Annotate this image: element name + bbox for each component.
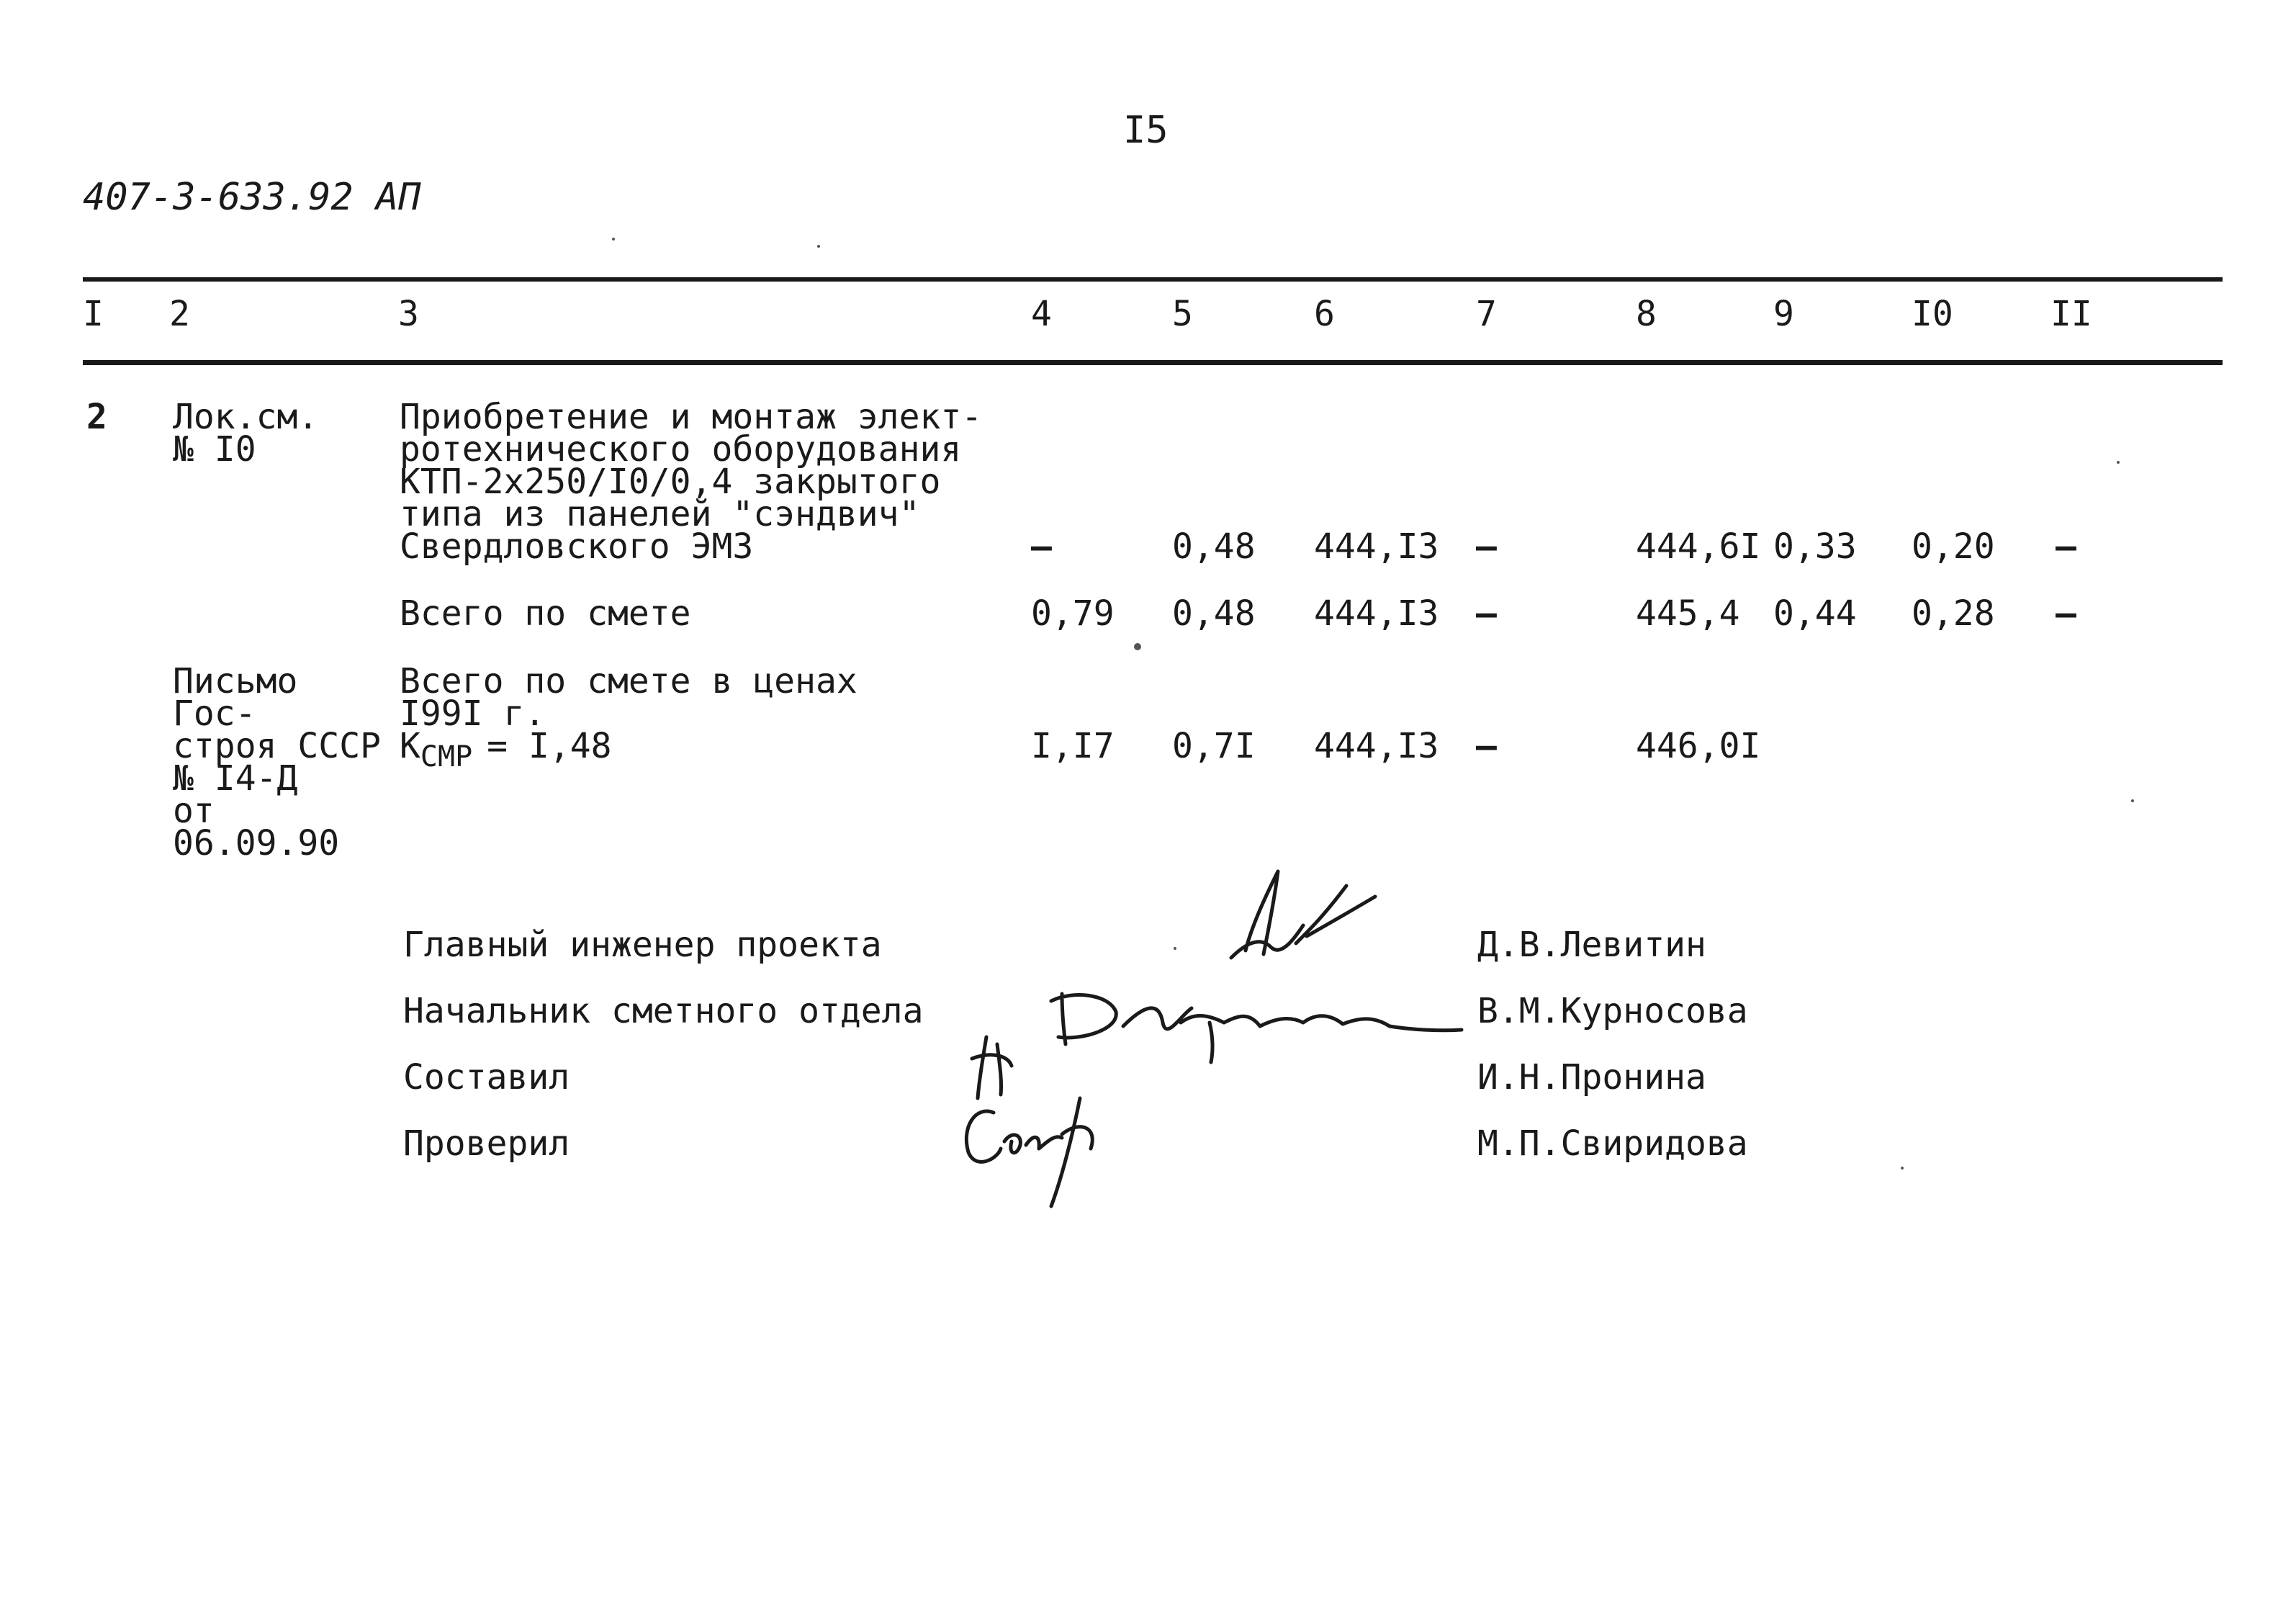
- row-number: 2: [86, 397, 107, 437]
- cell-col9: 0,44: [1773, 593, 1857, 634]
- coefficient-formula: [400, 726, 612, 773]
- signature-role: Проверил: [403, 1123, 570, 1164]
- row-name-line: Приобретение и монтаж элект-: [400, 397, 983, 437]
- cell-col10: 0,28: [1912, 593, 1995, 634]
- cell-col4: 0,79: [1031, 593, 1115, 634]
- column-header-9: 9: [1773, 294, 1794, 334]
- handwritten-signature-sviridova: [954, 1091, 1127, 1213]
- column-header-11: II: [2050, 294, 2092, 334]
- cell-col8: 445,4: [1636, 593, 1740, 634]
- row-basis-line: строя СССР: [173, 726, 381, 766]
- signature-name: В.М.Курносова: [1477, 991, 1748, 1031]
- row-name-line: Свердловского ЭМЗ: [400, 526, 754, 567]
- cell-col8: 444,6I: [1636, 526, 1761, 567]
- cell-col7: –: [1476, 593, 1497, 634]
- column-header-5: 5: [1172, 294, 1193, 334]
- cell-col4: –: [1031, 526, 1052, 567]
- row-basis-line: Лок.см.: [173, 397, 319, 437]
- row-basis-line: Письмо: [173, 661, 298, 701]
- signature-name: М.П.Свиридова: [1477, 1123, 1748, 1164]
- cell-col7: –: [1476, 526, 1497, 567]
- scan-speck: [1174, 947, 1176, 950]
- signature-role: Начальник сметного отдела: [403, 991, 924, 1031]
- document-code: 407-3-633.92 АП: [83, 176, 421, 219]
- column-header-3: 3: [398, 294, 419, 334]
- cell-col8: 446,0I: [1636, 726, 1761, 766]
- cell-col5: 0,48: [1172, 593, 1256, 634]
- handwritten-signature-levitin: [1202, 857, 1390, 979]
- coefficient-symbol: К: [400, 726, 420, 766]
- scan-speck: [1901, 1167, 1904, 1170]
- row-name: Всего по смете: [400, 593, 691, 634]
- page-number: I5: [1123, 109, 1169, 152]
- cell-col6: 444,I3: [1314, 526, 1439, 567]
- cell-col4: I,I7: [1031, 726, 1115, 766]
- column-header-7: 7: [1476, 294, 1497, 334]
- row-name-line: Всего по смете в ценах: [400, 661, 857, 701]
- signature-name: И.Н.Пронина: [1477, 1057, 1706, 1097]
- row-name-line: I99I г.: [400, 693, 546, 734]
- column-header-1: I: [83, 294, 104, 334]
- coefficient-subscript: СМР: [420, 740, 473, 773]
- row-basis-line: Гос-: [173, 693, 256, 734]
- column-header-2: 2: [169, 294, 190, 334]
- row-basis-line: № I0: [173, 429, 256, 470]
- handwritten-signature-kurnosova: [1008, 972, 1469, 1073]
- signature-role: Составил: [403, 1057, 570, 1097]
- row-name-line: типа из панелей "сэндвич": [400, 494, 920, 534]
- cell-col10: 0,20: [1912, 526, 1995, 567]
- row-basis-line: от: [173, 791, 215, 831]
- cell-col5: 0,48: [1172, 526, 1256, 567]
- row-basis-line: № I4-Д: [173, 758, 298, 799]
- cell-col11: –: [2056, 593, 2076, 634]
- row-basis-line: 06.09.90: [173, 823, 340, 863]
- scan-speck: [817, 245, 820, 248]
- row-name-line: ротехнического оборудования: [400, 429, 962, 470]
- scan-speck: [1134, 643, 1141, 650]
- column-header-6: 6: [1314, 294, 1335, 334]
- table-top-rule: [83, 277, 2223, 282]
- scan-speck: [612, 238, 615, 241]
- column-header-4: 4: [1031, 294, 1052, 334]
- scan-speck: [2117, 461, 2120, 464]
- coefficient-value: = I,48: [487, 726, 612, 766]
- column-header-10: I0: [1912, 294, 1953, 334]
- cell-col11: –: [2056, 526, 2076, 567]
- cell-col7: –: [1476, 726, 1497, 766]
- cell-col5: 0,7I: [1172, 726, 1256, 766]
- cell-col6: 444,I3: [1314, 593, 1439, 634]
- cell-col6: 444,I3: [1314, 726, 1439, 766]
- table-header-rule: [83, 360, 2223, 365]
- signature-name: Д.В.Левитин: [1477, 925, 1706, 965]
- signature-role: Главный инженер проекта: [403, 925, 882, 965]
- column-header-8: 8: [1636, 294, 1657, 334]
- scan-speck: [2131, 799, 2134, 802]
- row-name-line: КТП-2х250/I0/0,4 закрытого: [400, 462, 941, 502]
- cell-col9: 0,33: [1773, 526, 1857, 567]
